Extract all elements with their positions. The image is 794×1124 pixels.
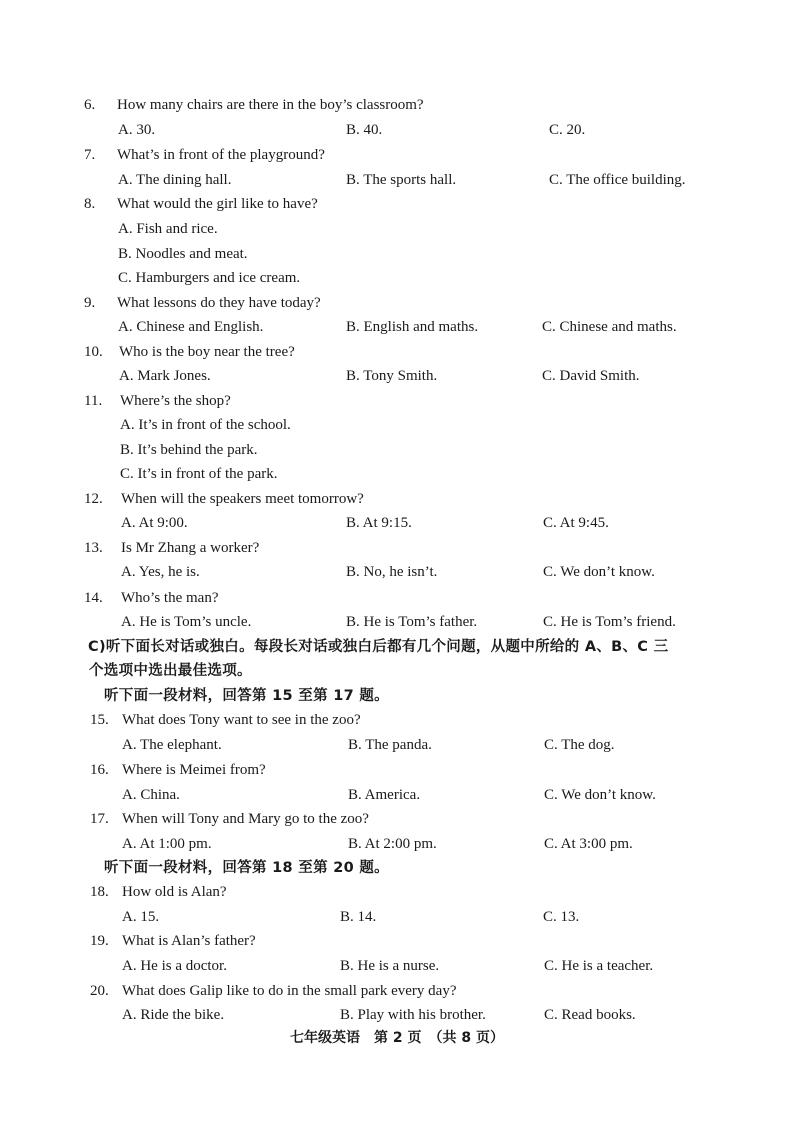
option-a: A. He is Tom’s uncle. [121, 614, 252, 630]
option-c: C. The office building. [549, 172, 686, 188]
question-number: 12. [84, 491, 103, 507]
option-a: A. Ride the bike. [122, 1007, 225, 1023]
question-text: When will Tony and Mary go to the zoo? [122, 811, 369, 827]
option-c: C. He is a teacher. [544, 958, 654, 974]
question-text: Who is the boy near the tree? [119, 344, 295, 360]
question-text: What would the girl like to have? [117, 196, 318, 212]
option-c: C. It’s in front of the park. [120, 466, 278, 482]
option-a: A. At 9:00. [121, 515, 188, 531]
option-b: B. He is Tom’s father. [346, 614, 478, 630]
option-a: A. Fish and rice. [118, 221, 218, 237]
section-c-instruction-line2: 个选项中选出最佳选项。 [89, 663, 252, 679]
question-number: 15. [90, 712, 109, 728]
option-a: A. Chinese and English. [118, 319, 264, 335]
option-c: C. David Smith. [542, 368, 640, 384]
option-b: B. It’s behind the park. [120, 442, 258, 458]
question-number: 6. [84, 97, 96, 113]
option-b: B. 14. [340, 909, 377, 925]
question-text: When will the speakers meet tomorrow? [121, 491, 364, 507]
question-number: 8. [84, 196, 96, 212]
option-b: B. He is a nurse. [340, 958, 440, 974]
listening-instruction-15-17: 听下面一段材料，回答第 15 至第 17 题。 [104, 688, 389, 704]
option-b: B. America. [348, 787, 421, 803]
question-number: 20. [90, 983, 109, 999]
section-c-instruction-line1: C)听下面长对话或独白。每段长对话或独白后都有几个问题，从题中所给的 A、B、C 三 [88, 639, 669, 655]
question-number: 19. [90, 933, 109, 949]
option-c: C. Chinese and maths. [542, 319, 677, 335]
option-c: C. Hamburgers and ice cream. [118, 270, 301, 286]
question-text: Where’s the shop? [120, 393, 231, 409]
option-a: A. China. [122, 787, 180, 803]
question-text: How many chairs are there in the boy’s classroom? [117, 97, 424, 113]
listening-instruction-18-20: 听下面一段材料，回答第 18 至第 20 题。 [104, 860, 389, 876]
option-b: B. English and maths. [346, 319, 479, 335]
option-c: C. Read books. [544, 1007, 636, 1023]
option-c: C. 20. [549, 122, 586, 138]
option-b: B. Noodles and meat. [118, 246, 248, 262]
question-text: Is Mr Zhang a worker? [121, 540, 260, 556]
question-text: What lessons do they have today? [117, 295, 321, 311]
page-footer: 七年级英语 第 2 页 （共 8 页） [290, 1030, 504, 1046]
option-b: B. The panda. [348, 737, 432, 753]
option-a: A. The elephant. [122, 737, 222, 753]
question-number: 17. [90, 811, 109, 827]
question-text: What does Tony want to see in the zoo? [122, 712, 361, 728]
question-text: What does Galip like to do in the small park every day? [122, 983, 457, 999]
option-a: A. Mark Jones. [119, 368, 211, 384]
question-number: 7. [84, 147, 96, 163]
question-number: 18. [90, 884, 109, 900]
question-number: 9. [84, 295, 96, 311]
option-a: A. The dining hall. [118, 172, 232, 188]
question-number: 10. [84, 344, 103, 360]
question-number: 11. [84, 393, 103, 409]
option-a: A. Yes, he is. [121, 564, 200, 580]
option-b: B. At 9:15. [346, 515, 412, 531]
option-c: C. We don’t know. [543, 564, 655, 580]
option-c: C. He is Tom’s friend. [543, 614, 676, 630]
option-b: B. No, he isn’t. [346, 564, 438, 580]
option-c: C. We don’t know. [544, 787, 656, 803]
question-text: What is Alan’s father? [122, 933, 256, 949]
option-c: C. At 3:00 pm. [544, 836, 633, 852]
option-a: A. At 1:00 pm. [122, 836, 212, 852]
question-text: What’s in front of the playground? [117, 147, 325, 163]
option-a: A. 30. [118, 122, 156, 138]
option-a: A. 15. [122, 909, 160, 925]
question-number: 13. [84, 540, 103, 556]
option-b: B. 40. [346, 122, 383, 138]
option-b: B. The sports hall. [346, 172, 457, 188]
question-number: 14. [84, 590, 103, 606]
option-a: A. It’s in front of the school. [120, 417, 291, 433]
option-c: C. At 9:45. [543, 515, 609, 531]
question-text: Who’s the man? [121, 590, 219, 606]
option-b: B. Tony Smith. [346, 368, 438, 384]
option-b: B. Play with his brother. [340, 1007, 486, 1023]
question-text: Where is Meimei from? [122, 762, 266, 778]
option-a: A. He is a doctor. [122, 958, 227, 974]
option-c: C. The dog. [544, 737, 615, 753]
option-c: C. 13. [543, 909, 580, 925]
question-text: How old is Alan? [122, 884, 227, 900]
option-b: B. At 2:00 pm. [348, 836, 437, 852]
question-number: 16. [90, 762, 109, 778]
